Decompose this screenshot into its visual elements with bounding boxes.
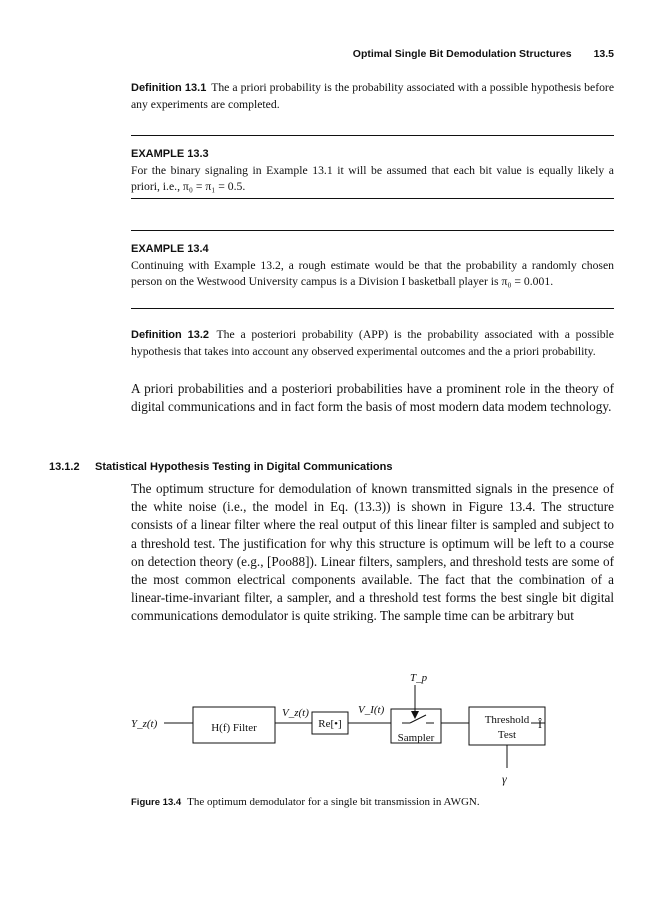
threshold-label: Test: [497, 729, 517, 741]
example-bottom-rule: [131, 198, 614, 199]
threshold-label: Threshold: [484, 714, 530, 726]
filter-label: H(f) Filter: [211, 722, 257, 734]
paragraph-optimum-structure: The optimum structure for demodulation of known transmitted signals in the presence of the white noise (i.e., the model in Eq. (13.3)) is shown in Figure 13.4. The structure consists of a linear filter where the real output of this linear filter is sampled and subject to a threshold test. The justification for why this structure is optimum will be left to a course on detection theory (e.g., [Poo88]). Linear filters, samplers, and threshold tests are some of the most common electrical components available. The fact that the combination of a linear-time-invariant filter, a sampler, and a threshold test forms the best single bit digital communications demodulator is quite striking. The sample time can be arbitrary but: [131, 481, 614, 624]
running-head-title: Optimal Single Bit Demodulation Structures: [352, 48, 572, 60]
definition-13-1: [131, 80, 614, 113]
gamma-label: γ: [502, 772, 507, 786]
section-title: Statistical Hypothesis Testing in Digital Communications: [95, 461, 393, 473]
example-bottom-rule: [131, 308, 614, 309]
vi-label: V_I(t): [358, 704, 385, 716]
figure-caption-text: The optimum demodulator for a single bit transmission in AWGN.: [187, 796, 480, 808]
example-title: EXAMPLE 13.4: [131, 243, 209, 255]
definition-text: The a priori probability is the probability associated with a possible hypothesis before any experiments are completed.: [131, 81, 615, 111]
vz-label: V_z(t): [282, 707, 309, 719]
definition-13-2: [131, 327, 614, 360]
sampler-switch: [410, 715, 426, 723]
example-13-3: [131, 146, 614, 196]
re-label: Re[•]: [318, 718, 342, 730]
section-heading: [49, 461, 392, 473]
section-number: 13.1.2: [49, 461, 80, 473]
definition-text: The a posteriori probability (APP) is the probability associated with a possible hypothesis that takes into account any observed experimental outcomes and the a priori probability.: [131, 328, 614, 358]
example-text: For the binary signaling in Example 13.1 it will be assumed that each bit value is equally likely a priori, i.e., π₀ = π₁ = 0.5.: [131, 163, 614, 193]
tp-arrowhead: [411, 711, 419, 719]
example-13-4: [131, 241, 614, 291]
figure-caption: [131, 796, 480, 808]
definition-label: Definition 13.1: [131, 82, 207, 94]
example-title: EXAMPLE 13.3: [131, 148, 209, 160]
example-text: Continuing with Example 13.2, a rough estimate would be that the probability a randomly chosen person on the Westwood University campus is a Division I basketball player is π₀ = 0.001.: [131, 258, 614, 288]
definition-label: Definition 13.2: [131, 329, 209, 341]
demodulator-diagram: [0, 660, 664, 790]
example-top-rule: [131, 135, 614, 136]
example-top-rule: [131, 230, 614, 231]
running-head-section: 13.5: [593, 48, 614, 60]
tp-label: T_p: [410, 672, 428, 684]
output-label: Î: [538, 717, 542, 731]
sampler-label: Sampler: [397, 732, 435, 744]
input-label: Y_z(t): [131, 718, 158, 730]
paragraph-apriori: A priori probabilities and a posteriori probabilities have a prominent role in the theory of digital communications and in fact form the basis of most modern data modem technology.: [131, 381, 614, 415]
running-head: [353, 48, 614, 60]
figure-label: Figure 13.4: [131, 797, 182, 808]
